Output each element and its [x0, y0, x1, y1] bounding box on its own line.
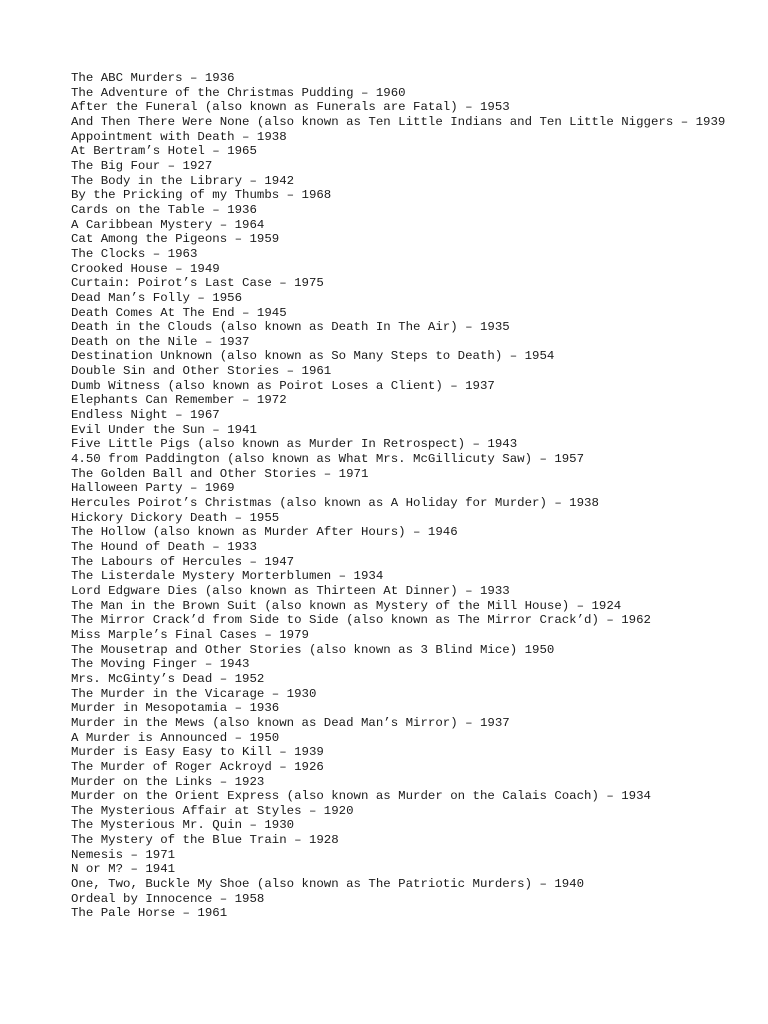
book-list-item: Double Sin and Other Stories – 1961: [71, 364, 332, 379]
book-list-item: Hercules Poirot’s Christmas (also known as A Holiday for Murder) – 1938: [71, 496, 599, 511]
book-list-item: The Hollow (also known as Murder After Hours) – 1946: [71, 525, 458, 540]
book-list-item: Death in the Clouds (also known as Death In The Air) – 1935: [71, 320, 510, 335]
book-list-item: The Adventure of the Christmas Pudding – 1960: [71, 85, 406, 100]
book-list-item: The Body in the Library – 1942: [71, 173, 295, 188]
book-list-item: A Murder is Announced – 1950: [71, 730, 280, 745]
book-list-item: The Mysterious Mr. Quin – 1930: [71, 818, 295, 833]
book-list-item: The Clocks – 1963: [71, 246, 198, 261]
book-list-item: Appointment with Death – 1938: [71, 129, 287, 144]
book-list-item: The Moving Finger – 1943: [71, 657, 250, 672]
book-list-item: Five Little Pigs (also known as Murder In Retrospect) – 1943: [71, 437, 518, 452]
book-list-item: The Labours of Hercules – 1947: [71, 554, 295, 569]
book-list-item: The Man in the Brown Suit (also known as Mystery of the Mill House) – 1924: [71, 598, 622, 613]
book-list-item: N or M? – 1941: [71, 862, 176, 877]
book-list-item: Mrs. McGinty’s Dead – 1952: [71, 671, 265, 686]
book-list-item: Endless Night – 1967: [71, 408, 220, 423]
book-list: [71, 71, 741, 921]
book-list-item: Cards on the Table – 1936: [71, 202, 257, 217]
book-list-item: The ABC Murders – 1936: [71, 71, 235, 85]
book-list-item: The Big Four – 1927: [71, 158, 213, 173]
book-list-item: After the Funeral (also known as Funerals are Fatal) – 1953: [71, 100, 510, 115]
book-list-item: The Mousetrap and Other Stories (also known as 3 Blind Mice) 1950: [71, 642, 555, 657]
book-list-item: Dead Man’s Folly – 1956: [71, 290, 243, 305]
book-list-item: 4.50 from Paddington (also known as What Mrs. McGillicuty Saw) – 1957: [71, 452, 585, 467]
book-list-item: Ordeal by Innocence – 1958: [71, 891, 265, 906]
book-list-item: The Mirror Crack’d from Side to Side (also known as The Mirror Crack’d) – 1962: [71, 613, 651, 628]
book-list-item: The Listerdale Mystery Morterblumen – 1934: [71, 569, 384, 584]
book-list-item: Crooked House – 1949: [71, 261, 220, 276]
book-list-item: Murder on the Links – 1923: [71, 774, 265, 789]
book-list-item: Dumb Witness (also known as Poirot Loses a Client) – 1937: [71, 378, 495, 393]
book-list-item: Death on the Nile – 1937: [71, 334, 250, 349]
book-list-item: Hickory Dickory Death – 1955: [71, 510, 280, 525]
book-list-item: The Murder of Roger Ackroyd – 1926: [71, 759, 324, 774]
book-list-item: The Pale Horse – 1961: [71, 906, 228, 921]
book-list-item: The Mysterious Affair at Styles – 1920: [71, 803, 354, 818]
book-list-item: Cat Among the Pigeons – 1959: [71, 232, 280, 247]
book-list-item: Curtain: Poirot’s Last Case – 1975: [71, 276, 324, 291]
book-list-item: One, Two, Buckle My Shoe (also known as The Patriotic Murders) – 1940: [71, 877, 585, 892]
book-list-item: Lord Edgware Dies (also known as Thirteen At Dinner) – 1933: [71, 583, 510, 598]
book-list-item: Murder in Mesopotamia – 1936: [71, 701, 280, 716]
book-list-item: At Bertram’s Hotel – 1965: [71, 144, 257, 159]
book-list-item: The Mystery of the Blue Train – 1928: [71, 833, 339, 848]
book-list-item: Murder is Easy Easy to Kill – 1939: [71, 745, 324, 760]
book-list-item: The Golden Ball and Other Stories – 1971: [71, 466, 369, 481]
book-list-item: Destination Unknown (also known as So Many Steps to Death) – 1954: [71, 349, 555, 364]
book-list-item: And Then There Were None (also known as Ten Little Indians and Ten Little Niggers – 1939: [71, 114, 726, 129]
book-list-item: The Hound of Death – 1933: [71, 540, 257, 554]
book-list-item: A Caribbean Mystery – 1964: [71, 217, 265, 232]
book-list-item: Evil Under the Sun – 1941: [71, 422, 257, 437]
book-list-item: Death Comes At The End – 1945: [71, 305, 287, 320]
book-list-item: Elephants Can Remember – 1972: [71, 393, 287, 408]
book-list-item: Murder on the Orient Express (also known as Murder on the Calais Coach) – 1934: [71, 789, 651, 804]
book-list-item: Murder in the Mews (also known as Dead Man’s Mirror) – 1937: [71, 715, 510, 730]
book-list-item: Halloween Party – 1969: [71, 481, 235, 496]
book-list-item: By the Pricking of my Thumbs – 1968: [71, 188, 332, 203]
book-list-item: Nemesis – 1971: [71, 847, 176, 862]
book-list-item: The Murder in the Vicarage – 1930: [71, 686, 317, 701]
book-list-item: Miss Marple’s Final Cases – 1979: [71, 627, 309, 642]
